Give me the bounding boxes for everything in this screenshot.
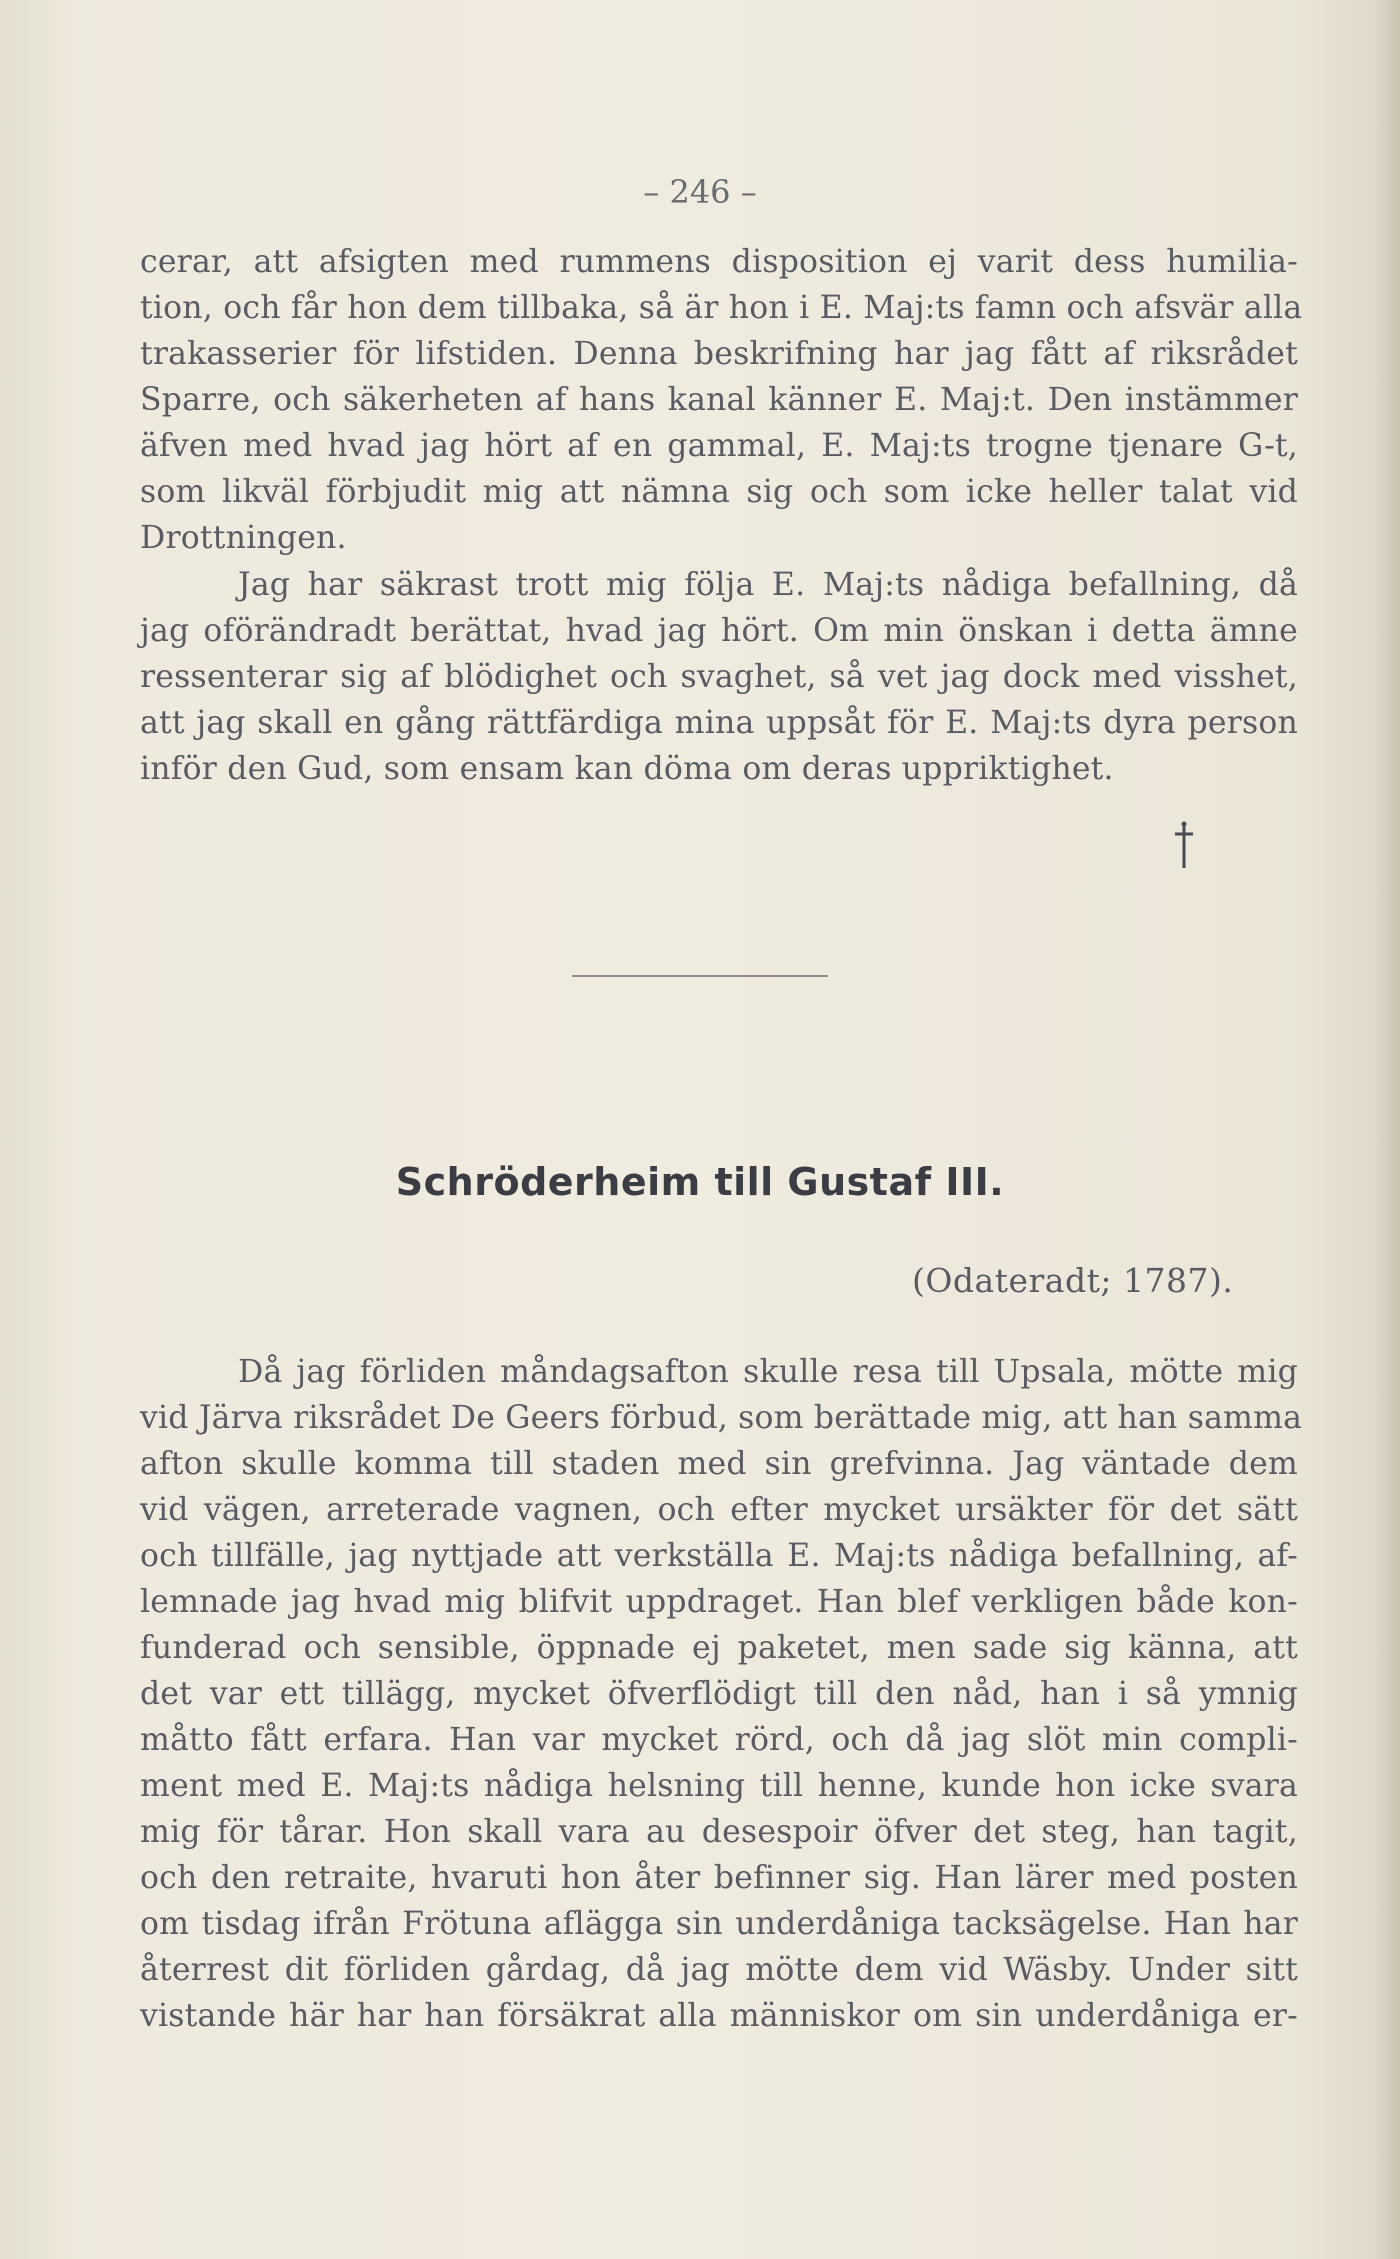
text-line: cerar, att afsigten med rummens disposition ej varit dess humilia- [140,244,1298,280]
text-line: tion, och får hon dem tillbaka, så är hon i E. Maj:ts famn och afsvär alla [140,290,1303,326]
text-line: äfven med hvad jag hört af en gammal, E. Maj:ts trogne tjenare G-t, [140,428,1298,464]
text-line: ressenterar sig af blödighet och svaghet, så vet jag dock med visshet, [140,659,1298,695]
text-line: ment med E. Maj:ts nådiga helsning till henne, kunde hon icke svara [140,1768,1298,1804]
letter-heading: Schröderheim till Gustaf III. [395,1160,1005,1204]
text-line: vid Järva riksrådet De Geers förbud, som berättade mig, att han samma [140,1400,1303,1436]
text-line: och tillfälle, jag nyttjade att verkställa E. Maj:ts nådiga befallning, af- [140,1538,1298,1574]
cross-icon [1172,820,1196,870]
section-divider [572,975,828,977]
text-line: mig för tårar. Hon skall vara au desespoir öfver det steg, han tagit, [140,1814,1298,1850]
text-line: att jag skall en gång rättfärdiga mina uppsåt för E. Maj:ts dyra person [140,705,1298,741]
text-line: återrest dit förliden gårdag, då jag mötte dem vid Wäsby. Under sitt [140,1952,1298,1988]
text-line: vistande här har han försäkrat alla människor om sin underdåniga er- [140,1998,1298,2034]
page-edge-shadow [1372,0,1400,2259]
text-line: Sparre, och säkerheten af hans kanal känner E. Maj:t. Den instämmer [140,382,1298,418]
text-line: Drottningen. [140,520,347,556]
letter-date: (Odateradt; 1787). [912,1261,1234,1300]
text-line: och den retraite, hvaruti hon åter befinner sig. Han lärer med posten [140,1860,1298,1896]
text-line: vid vägen, arreterade vagnen, och efter mycket ursäkter för det sätt [140,1492,1298,1528]
text-line: afton skulle komma till staden med sin grefvinna. Jag väntade dem [140,1446,1298,1482]
text-line: inför den Gud, som ensam kan döma om deras uppriktighet. [140,751,1114,787]
text-line: som likväl förbjudit mig att nämna sig och som icke heller talat vid [140,474,1298,510]
text-line: det var ett tillägg, mycket öfverflödigt till den nåd, han i så ymnig [140,1676,1298,1712]
page-number: – 246 – [643,173,757,211]
text-line: lemnade jag hvad mig blifvit uppdraget. Han blef verkligen både kon- [140,1584,1298,1620]
text-line: Då jag förliden måndagsafton skulle resa till Upsala, mötte mig [238,1354,1298,1390]
text-line: om tisdag ifrån Frötuna aflägga sin underdåniga tacksägelse. Han har [140,1906,1298,1942]
text-line: trakasserier för lifstiden. Denna beskrifning har jag fått af riksrådet [140,336,1298,372]
text-line: Jag har säkrast trott mig följa E. Maj:ts nådiga befallning, då [238,567,1298,603]
text-line: jag oförändradt berättat, hvad jag hört. Om min önskan i detta ämne [140,613,1298,649]
text-line: måtto fått erfara. Han var mycket rörd, och då jag slöt min compli- [140,1722,1298,1758]
text-line: funderad och sensible, öppnade ej paketet, men sade sig känna, att [140,1630,1298,1666]
